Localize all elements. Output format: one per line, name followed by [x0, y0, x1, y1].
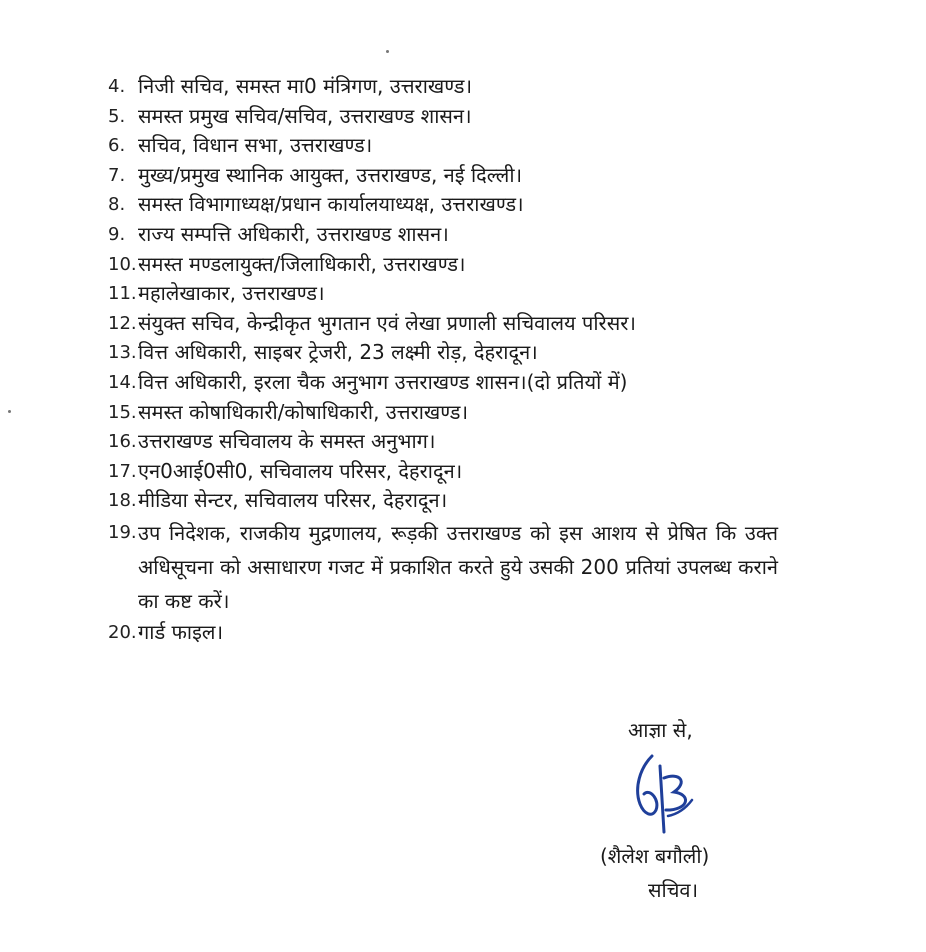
list-item — [108, 338, 828, 368]
item-text: महालेखाकार, उत्तराखण्ड। — [138, 281, 325, 306]
item-text: समस्त मण्डलायुक्त/जिलाधिकारी, उत्तराखण्ड। — [138, 251, 466, 276]
item-text: समस्त कोषाधिकारी/कोषाधिकारी, उत्तराखण्ड। — [138, 399, 469, 424]
recipient-list — [108, 72, 828, 648]
list-item — [108, 220, 828, 250]
item-number: 9. — [108, 223, 126, 245]
list-item — [108, 190, 828, 220]
item-number: 13. — [108, 342, 137, 364]
item-text: गार्ड फाइल। — [138, 619, 224, 644]
item-text: उत्तराखण्ड सचिवालय के समस्त अनुभाग। — [138, 429, 436, 454]
item-text: मीडिया सेन्टर, सचिवालय परिसर, देहरादून। — [138, 488, 448, 513]
signatory-title: सचिव। — [648, 878, 699, 902]
signatory-name: (शैलेश बगौली) — [600, 844, 710, 868]
list-item — [108, 457, 828, 487]
item-number: 20. — [108, 621, 137, 643]
item-text: समस्त प्रमुख सचिव/सचिव, उत्तराखण्ड शासन। — [138, 103, 472, 128]
item-number: 5. — [108, 105, 126, 127]
list-item — [108, 309, 828, 339]
item-number: 14. — [108, 371, 137, 393]
list-item — [108, 250, 828, 280]
list-item — [108, 279, 828, 309]
signature-mark — [630, 748, 700, 838]
list-item — [108, 368, 828, 398]
scan-speck — [386, 50, 389, 53]
item-number: 8. — [108, 194, 126, 216]
item-text: संयुक्त सचिव, केन्द्रीकृत भुगतान एवं लेखा प्रणाली सचिवालय परिसर। — [138, 310, 636, 335]
item-number: 7. — [108, 164, 126, 186]
list-item — [108, 486, 828, 516]
list-item — [108, 161, 828, 191]
item-number: 19. — [108, 521, 137, 543]
item-text: सचिव, विधान सभा, उत्तराखण्ड। — [138, 133, 373, 158]
item-number: 6. — [108, 135, 126, 157]
list-item — [108, 398, 828, 428]
list-item — [108, 131, 828, 161]
item-text: समस्त विभागाध्यक्ष/प्रधान कार्यालयाध्यक्ष, उत्तराखण्ड। — [138, 192, 524, 217]
item-number: 18. — [108, 490, 137, 512]
item-number: 17. — [108, 460, 137, 482]
list-item — [108, 618, 828, 648]
item-text: निजी सचिव, समस्त मा0 मंत्रिगण, उत्तराखण्ड। — [138, 74, 473, 98]
closing-phrase: आज्ञा से, — [628, 718, 693, 742]
item-text: वित्त अधिकारी, साइबर ट्रेजरी, 23 लक्ष्मी रोड़, देहरादून। — [138, 340, 538, 365]
item-number: 4. — [108, 76, 126, 97]
item-text: मुख्य/प्रमुख स्थानिक आयुक्त, उत्तराखण्ड, नई दिल्ली। — [138, 162, 523, 187]
list-item — [108, 72, 828, 102]
item-text: वित्त अधिकारी, इरला चैक अनुभाग उत्तराखण्ड शासन।(दो प्रतियों में) — [138, 369, 628, 394]
item-number: 11. — [108, 283, 137, 305]
item-text: राज्य सम्पत्ति अधिकारी, उत्तराखण्ड शासन। — [138, 221, 449, 246]
item-number: 10. — [108, 253, 137, 275]
item-text: उप निदेशक, राजकीय मुद्रणालय, रूड़की उत्तराखण्ड को इस आशय से प्रेषित कि उक्त अधिसूचना को असाधारण गजट में प्रकाशित करते हुये उसकी 200 प्रतियां उपलब्ध कराने का कष्ट करें। — [138, 520, 778, 613]
list-item — [108, 516, 828, 618]
list-item — [108, 427, 828, 457]
item-number: 15. — [108, 401, 137, 423]
list-item — [108, 102, 828, 132]
scan-speck — [8, 410, 11, 413]
item-number: 12. — [108, 312, 137, 334]
item-text: एन0आई0सी0, सचिवालय परिसर, देहरादून। — [138, 458, 463, 483]
item-number: 16. — [108, 431, 137, 453]
